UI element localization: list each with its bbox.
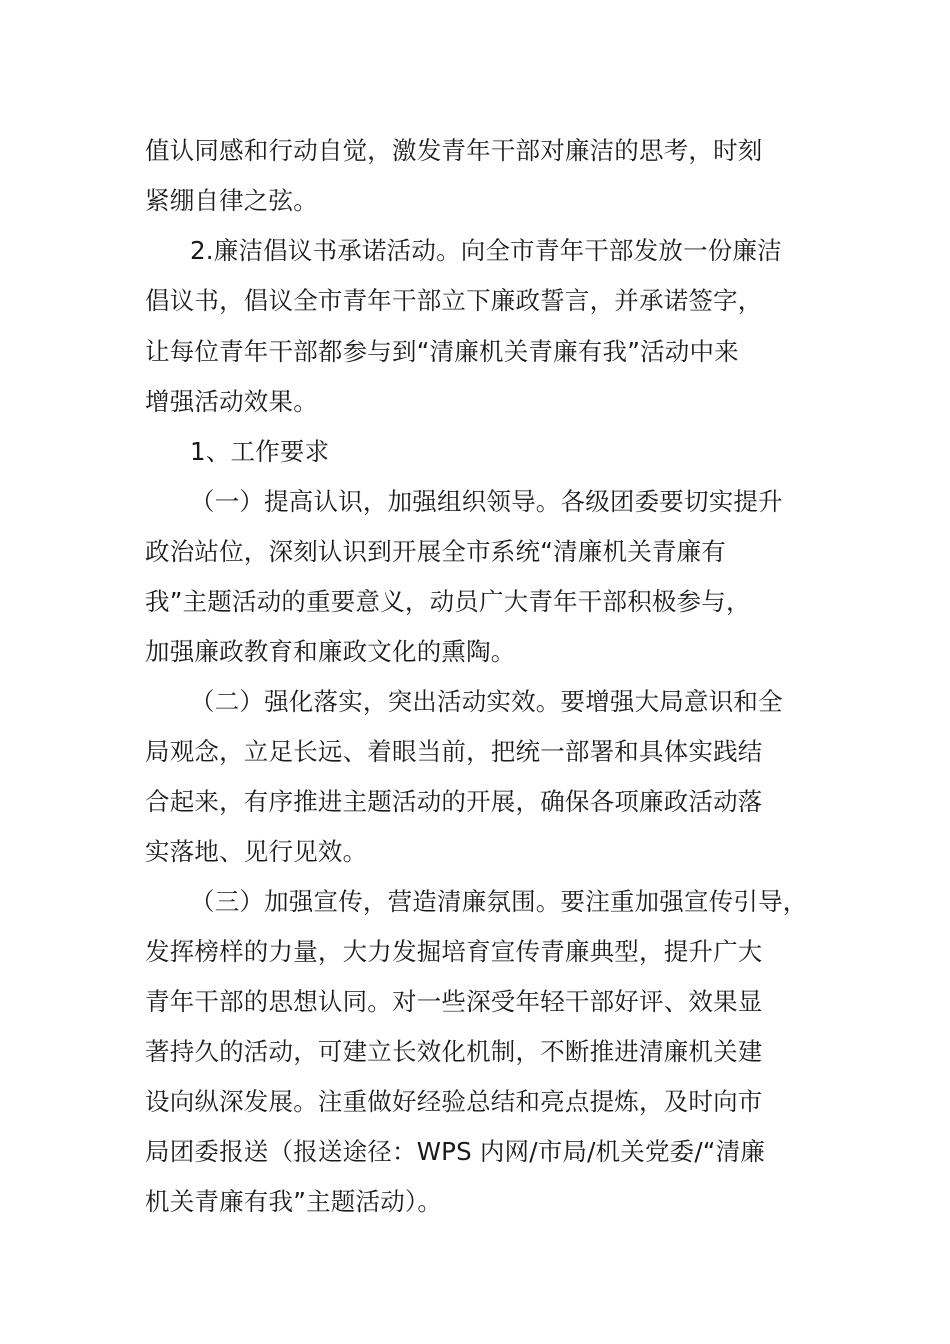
- text-line: 局观念，立足长远、着眼当前，把统一部署和具体实践结: [145, 737, 763, 766]
- text-line: （二）强化落实，突出活动实效。要增强大局意识和全: [190, 687, 783, 716]
- text-line: （一）提高认识，加强组织领导。各级团委要切实提升: [190, 487, 783, 516]
- text-line: 我”主题活动的重要意义，动员广大青年干部积极参与，: [145, 587, 751, 616]
- text-line: 值认同感和行动自觉，激发青年干部对廉洁的思考，时刻: [145, 136, 763, 165]
- section-heading: 1、工作要求: [190, 437, 330, 466]
- text-line: 政治站位，深刻认识到开展全市系统“清廉机关青廉有: [145, 537, 726, 566]
- text-line: 著持久的活动，可建立长效化机制，不断推进清廉机关建: [145, 1037, 763, 1066]
- text-line: 让每位青年干部都参与到“清廉机关青廉有我”活动中来: [145, 337, 739, 366]
- text-line: 倡议书，倡议全市青年干部立下廉政誓言，并承诺签字，: [145, 286, 763, 315]
- text-line: 机关青廉有我”主题活动）。: [145, 1187, 443, 1216]
- text-line: 合起来，有序推进主题活动的开展，确保各项廉政活动落: [145, 787, 763, 816]
- text-line: 设向纵深发展。注重做好经验总结和亮点提炼，及时向市: [145, 1087, 763, 1116]
- text-line: 加强廉政教育和廉政文化的熏陶。: [145, 637, 516, 666]
- text-line: 增强活动效果。: [145, 387, 318, 416]
- text-line: 实落地、见行见效。: [145, 837, 368, 866]
- text-line: 2.廉洁倡议书承诺活动。向全市青年干部发放一份廉洁: [190, 236, 782, 265]
- text-line: 发挥榜样的力量，大力发掘培育宣传青廉典型，提升广大: [145, 937, 763, 966]
- text-line: 紧绷自律之弦。: [145, 186, 318, 215]
- text-line: 青年干部的思想认同。对一些深受年轻干部好评、效果显: [145, 987, 763, 1016]
- text-line: （三）加强宣传，营造清廉氛围。要注重加强宣传引导，: [190, 887, 808, 916]
- text-line: 局团委报送（报送途径：WPS 内网/市局/机关党委/“清廉: [145, 1137, 766, 1166]
